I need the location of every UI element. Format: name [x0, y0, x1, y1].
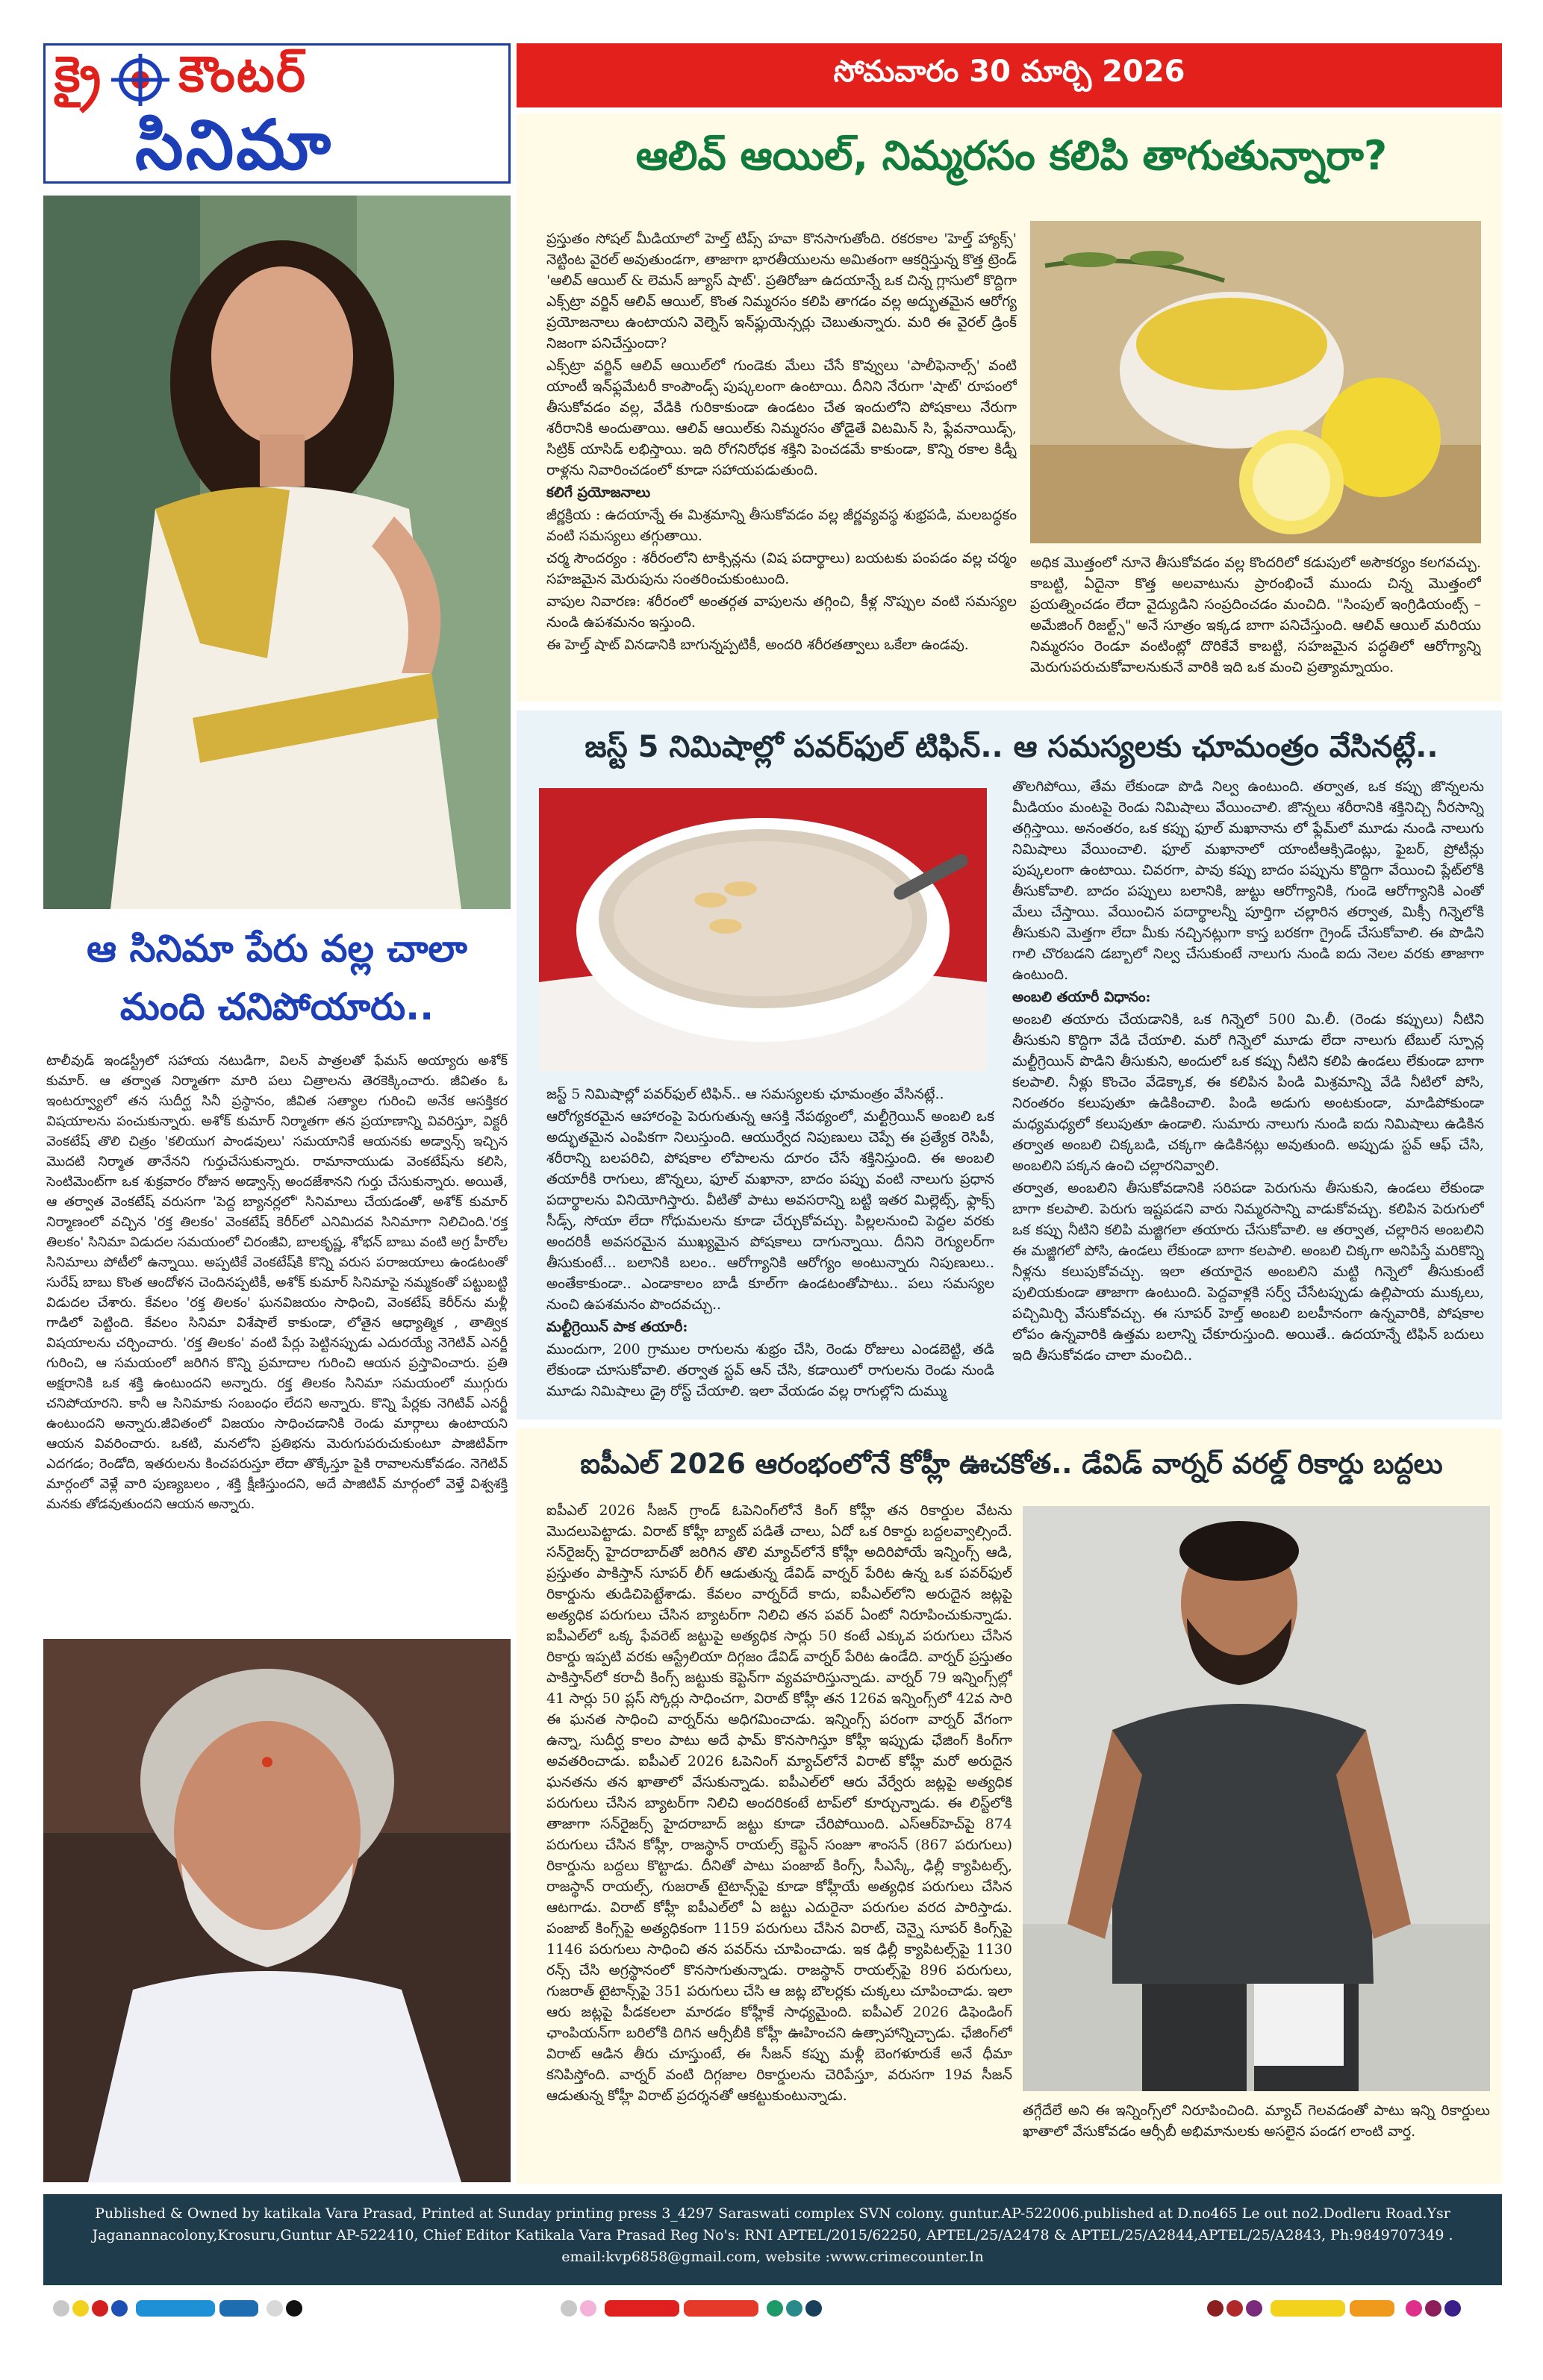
olive-paragraph: ఎక్స్‌ట్రా వర్జిన్ ఆలివ్ ఆయిల్‌లో గుండెకు మేలు చేసే కొవ్వులు 'పాలీఫెనాల్స్' వంటి యాంటీ ఇన్‌ఫ్లమేటరీ కాంపౌండ్స్ పుష్కలంగా ఉంటాయి. దీనిని నేరుగా 'షాట్' రూపంలో తీసుకోవడం వల్ల, వేడికి గురికాకుండా ఉండటం చేత ఇందులోని పోషకాలు నేరుగా శరీరానికి అందుతాయి. ఆలివ్ ఆయిల్‌కు నిమ్మరసం తోడైతే విటమిన్ సి, ఫ్లేవనాయిడ్స్, సిట్రిక్ యాసిడ్ లభిస్తాయి. ఇది రోగనిరోధక శక్తిని పెంచడమే కాకుండా, కొన్ని రకాల కిడ్నీ రాళ్లను నివారించడంలో కూడా సహాయపడుతుంది. — [546, 357, 1017, 478]
cinema-headline-line2: మంది చనిపోయారు.. — [119, 985, 434, 1028]
olive-col1 — [546, 228, 1017, 694]
cinema-paragraph: టాలీవుడ్ ఇండస్ట్రీలో సహాయ నటుడిగా, విలన్ పాత్రలతో ఫేమస్ అయ్యారు అశోక్ కుమార్. ఆ తర్వాత నిర్మాతగా మారి పలు చిత్రాలను తెరకెక్కించారు. జీవితం ఓ ఇంటర్వ్యూలో తన సుదీర్ఘ సినీ ప్రస్థానం, జీవిత సత్యాల గురించి అనేక ఆసక్తికర విషయాలను పంచుకున్నారు. అశోక్ కుమార్ నిర్మాతగా తన ప్రయాణాన్ని వివరిస్తూ, విక్టరీ వెంకటేష్ తొలి చిత్రం 'కలియుగ పాండవులు' సమయానికే ఆయనకు అడ్వాన్స్ ఇచ్చిన మొదటి నిర్మాత తానేనని గుర్తుచేసుకున్నారు. రామానాయుడు వెంకటేష్‌ను కలిసి, సెంటిమెంట్‌గా ఒక శుక్రవారం రోజున అడ్వాన్స్ అందజేశానని గుర్తు చేసుకున్నారు. అయితే, ఆ తర్వాత వెంకటేష్ వరుసగా 'పెద్ద బ్యానర్లలో' సినిమాలు చేయడంతో, అశోక్ కుమార్ నిర్మాణంలో వచ్చిన 'రక్త తిలకం' వెంకటేష్ కెరీర్‌లో ఎనిమిదవ సినిమాగా నిలిచింది.'రక్త తిలకం' సినిమా విడుదల సమయంలో చిరంజీవి, బాలకృష్ణ, శోభన్ బాబు వంటి అగ్ర హీరోల సినిమాలు పోటీలో ఉన్నాయి. అప్పటికే వెంకటేష్‌కి కొన్ని వరుస పరాజయాలు ఉండటంతో సురేష్ బాబు కొంత ఆందోళన చెందినప్పటికీ, అశోక్ కుమార్ సినిమాపై నమ్మకంతో పట్టుబట్టి విడుదల చేశారు. కేవలం 'రక్త తిలకం' ఘనవిజయం సాధించి, వెంకటేష్ కెరీర్‌ను మళ్లీ గాడిలో పెట్టింది. కేవలం సినిమా విశేషాలే కాకుండా, లోతైన ఆధ్యాత్మిక , తాత్విక విషయాలను చర్చించారు. 'రక్త తిలకం' వంటి పేర్లు పెట్టినప్పుడు ఎదురయ్యే నెగెటివ్ ఎనర్జీ గురించి, ఆ సమయంలో జరిగిన కొన్ని ప్రమాదాల గురించి ఆయన ప్రస్తావించారు. ప్రతి అక్షరానికి ఒక శక్తి ఉంటుందని అన్నారు. రక్త తిలకం సినిమా సమయంలో ముగ్గురు చనిపోయారని. కానీ ఆ సినిమాకు సంబంధం లేదని అన్నారు. కొన్ని పేర్లకు నెగిటివ్ ఎనర్జీ ఉంటుందని అన్నారు.జీవితంలో విజయం సాధించడానికి రెండు మార్గాలు ఉంటాయని ఆయన వివరించారు. ఒకటి, మనలోని ప్రతిభను మెరుగుపరుచుకుంటూ పాజిటివ్‌గా ఎదగడం; రెండోది, ఇతరులను కించపరుస్తూ లేదా తొక్కేస్తూ పైకి రావాలనుకోవడం. నెగెటివ్ మార్గంలో వెళ్లే వారి పుణ్యబలం , శక్తి క్షీణిస్తుందని, అదే పాజిటివ్ మార్గంలో వెళ్తే విశ్వశక్తి మనకు తోడవుతుందని ఆయన అన్నారు. — [46, 1053, 508, 1512]
tiffin-paragraph: ముందుగా, 200 గ్రాముల రాగులను శుభ్రం చేసి, రెండు రోజులు ఎండబెట్టి, తడి లేకుండా చూసుకోవాలి. తర్వాత స్టవ్ ఆన్ చేసి, కడాయిలో రాగులను రెండు నుండి మూడు నిమిషాలు డ్రై రోస్ట్ చేయాలి. ఇలా వేయడం వల్ల రాగుల్లోని దుమ్ము — [546, 1341, 994, 1399]
olive-article — [517, 113, 1502, 702]
tiffin-col2 — [1012, 776, 1484, 1412]
cinema-headline — [43, 919, 511, 1042]
tiffin-col1 — [546, 1084, 994, 1412]
crosshair-icon — [110, 54, 171, 106]
tiffin-subhead: మల్టీగ్రెయిన్ పాక తయారీ: — [546, 1319, 688, 1335]
tiffin-paragraph: తొలగిపోయి, తేమ లేకుండా పొడి నిల్వ ఉంటుంది. తర్వాత, ఒక కప్పు జొన్నలను మీడియం మంటపై రెండు నిమిషాలు వేయించాలి. జొన్నలు శరీరానికి శక్తినిచ్చి నీరసాన్ని తగ్గిస్తాయి. అనంతరం, ఒక కప్పు ఫూల్ మఖానాను లో ఫ్లేమ్‌లో మూడు నుండి నాలుగు నిమిషాలు వేయించాలి. ఫూల్ మఖానాలో యాంటీఆక్సిడెంట్లు, ఫైబర్, ప్రోటీన్లు పుష్కలంగా ఉంటాయి. చివరగా, పావు కప్పు బాదం పప్పును కొద్దిగా వేయించి ప్లేట్‌లోకి తీసుకోవాలి. బాదం పప్పులు బలానికి, జుట్టు ఆరోగ్యానికి, గుండె ఆరోగ్యానికి ఎంతో మేలు చేస్తాయి. వేయించిన పదార్థాలన్నీ పూర్తిగా చల్లారిన తర్వాత, మిక్సీ గిన్నెలోకి తీసుకుని మెత్తగా లేదా మీకు నచ్చినట్లుగా కాస్త బరకగా గ్రైండ్ చేసుకోవాలి. ఈ పొడిని గాలి చొరబడని డబ్బాలో నిల్వ చేసుకుంటే నాలుగు నుండి ఐదు నెలల వరకు తాజాగా ఉంటుంది. — [1012, 778, 1484, 983]
ipl-headline: ఐపీఎల్ 2026 ఆరంభంలోనే కోహ్లీ ఊచకోత.. డేవిడ్ వార్నర్ వరల్డ్ రికార్డు బద్దలు — [580, 1448, 1443, 1480]
tiffin-article — [517, 710, 1502, 1419]
contact-line: email:kvp6858@gmail.com, website :www.crimecounter.In — [561, 2249, 984, 2265]
tiffin-paragraph: తర్వాత, అంబలిని తీసుకోవడానికి సరిపడా పెరుగును తీసుకుని, ఉండలు లేకుండా బాగా కలపాలి. పెరుగు ఇష్టపడని వారు నిమ్మరసాన్ని వాడుకోవచ్చు. కలిపిన పెరుగులో ఒక కప్పు నీటిని కలిపి మజ్జిగలా తయారు చేసుకోవాలి. ఆ తర్వాత, చల్లారిన అంబలిని ఈ మజ్జిగలో పోసి, ఉండలు లేకుండా బాగా కలపాలి. అంబలి చిక్కగా అనిపిస్తే మరికొన్ని నీళ్లను కలుపుకోవచ్చు. ఇలా తయారైన అంబలిని మట్టి గిన్నెలో తీసుకుంటే పులియకుండా తాజాగా ఉంటుంది. పెద్దవాళ్లకి సర్వ్ చేసేటప్పుడు ఉల్లిపాయ ముక్కలు, పచ్చిమిర్చి వేసుకోవచ్చు. ఈ సూపర్ హెల్త్ అంబలి బలహీనంగా ఉన్నవారికి, పోషకాల లోపం ఉన్నవారికి ఉత్తమ బలాన్ని చేకూరుస్తుంది. అయితే.. ఉదయాన్నే టిఫిన్ బదులు ఇది తీసుకోవడం చాలా మంచిది.. — [1012, 1180, 1484, 1364]
kohli-photo — [1023, 1506, 1490, 2091]
olive-subhead: కలిగే ప్రయోజనాలు — [546, 484, 651, 501]
olive-headline: ఆలివ్ ఆయిల్, నిమ్మరసం కలిపి తాగుతున్నారా? — [635, 132, 1388, 179]
tiffin-paragraph: జస్ట్ 5 నిమిషాల్లో పవర్‌ఫుల్ టిఫిన్.. ఆ సమస్యలకు ఛూమంత్రం వేసినట్లే.. — [546, 1086, 944, 1102]
imprint-footer — [43, 2194, 1502, 2285]
producer-photo — [43, 1639, 511, 2182]
multigrain-ambali-photo — [539, 788, 987, 1072]
ipl-paragraph: ఐపీఎల్ 2026 సీజన్ గ్రాండ్ ఓపెనింగ్‌లోనే కింగ్ కోహ్లీ తన రికార్డుల వేటను మొదలుపెట్టాడు. విరాట్ కోహ్లీ బ్యాట్ పడితే చాలు, ఏదో ఒక రికార్డు బద్దలవ్వాల్సిందే. సన్‌రైజర్స్ హైదరాబాద్‌తో జరిగిన తొలి మ్యాచ్‌లోనే కోహ్లీ అదిరిపోయే ఇన్నింగ్స్ ఆడి, ప్రస్తుతం పాకిస్తాన్ సూపర్ లీగ్ ఆడుతున్న డేవిడ్ వార్నర్ పేరిట ఉన్న ఒక పవర్‌ఫుల్ రికార్డును తుడిచిపెట్టేశాడు. కేవలం వార్నర్‌దే కాదు, ఐపీఎల్‌లోని అరుదైన జట్లపై అత్యధిక పరుగులు చేసిన బ్యాటర్‌గా నిలిచి తన పవర్ ఏంటో నిరూపించుకున్నాడు. ఐపీఎల్‌లో ఒక్క ఫేవరెట్ జట్టుపై అత్యధిక సార్లు 50 కంటే ఎక్కువ పరుగులు చేసిన రికార్డు ఇప్పటి వరకు ఆస్ట్రేలియా దిగ్గజం డేవిడ్ వార్నర్ పేరిట ఉండేది. వార్నర్ ప్రస్తుతం పాకిస్తాన్‌లో కరాచీ కింగ్స్ జట్టుకు కెప్టెన్‌గా వ్యవహరిస్తున్నాడు. వార్నర్ 79 ఇన్నింగ్స్‌ల్లో 41 సార్లు 50 ప్లస్ స్కోర్లు సాధించగా, విరాట్ కోహ్లీ తన 126వ ఇన్నింగ్స్‌లో 42వ సారి ఈ ఘనత సాధించి వార్నర్‌ను అధిగమించాడు. ఇన్నింగ్స్ పరంగా వార్నర్ వేగంగా ఉన్నా, సుదీర్ఘ కాలం పాటు అదే ఫామ్ కొనసాగిస్తూ కోహ్లీ ఇప్పుడు ఛేజింగ్ కింగ్‌గా అవతరించాడు. ఐపీఎల్ 2026 ఓపెనింగ్ మ్యాచ్‌లోనే విరాట్ కోహ్లీ మరో అరుదైన ఘనతను తన ఖాతాలో వేసుకున్నాడు. ఐపీఎల్‌లో ఆరు వేర్వేరు జట్లపై అత్యధిక పరుగులు చేసిన బ్యాటర్‌గా నిలిచి అందరికంటే టాప్‌లో కూర్చున్నాడు. ఈ లిస్ట్‌లోకి తాజాగా సన్‌రైజర్స్ హైదరాబాద్ జట్టు కూడా చేరిపోయింది. ఎస్ఆర్‌హెచ్‌పై 874 పరుగులు చేసిన కోహ్లీ, రాజస్థాన్ రాయల్స్ కెప్టెన్ సంజూ శాంసన్ (867 పరుగులు) రికార్డును బద్దలు కొట్టాడు. దీనితో పాటు పంజాబ్ కింగ్స్, సీఎస్కే, ఢిల్లీ క్యాపిటల్స్, రాజస్థాన్ రాయల్స్, గుజరాత్ టైటాన్స్‌పై కూడా కోహ్లీయే అత్యధిక పరుగులు చేసిన ఆటగాడు. విరాట్ కోహ్లీ ఐపీఎల్‌లో ఏ జట్టు ఎదురైనా పరుగుల వరద పారిస్తాడు. పంజాబ్ కింగ్స్‌పై అత్యధికంగా 1159 పరుగులు చేసిన విరాట్, చెన్నై సూపర్ కింగ్స్‌పై 1146 పరుగులు సాధించి తన పవర్‌ను చూపించాడు. ఇక ఢిల్లీ క్యాపిటల్స్‌పై 1130 రన్స్ చేసి అగ్రస్థానంలో కొనసాగుతున్నాడు. రాజస్థాన్ రాయల్స్‌పై 896 పరుగులు, గుజరాత్ టైటాన్స్‌పై 351 పరుగులు చేసి ఆ జట్ల బౌలర్లకు చుక్కలు చూపించాడు. ఇలా ఆరు జట్లపై పీడకలలా మారడం కోహ్లీకే సాధ్యమైంది. ఐపీఎల్ 2026 డిఫెండింగ్ ఛాంపియన్‌గా బరిలోకి దిగిన ఆర్సీబీకి కోహ్లీ ఊహించని ఉత్సాహాన్నిచ్చాడు. ఛేజింగ్‌లో విరాట్ ఆడిన తీరు చూస్తుంటే, ఈ సీజన్ కప్పు మళ్లీ బెంగళూరుకే అనే ధీమా కనిపిస్తోంది. వార్నర్ వంటి దిగ్గజాల రికార్డులను చెరిపేస్తూ, వరుసగా 19వ సీజన్ ఆడుతున్న కోహ్లీ విరాట్ ప్రదర్శనతో ఆకట్టుకుంటున్నాడు. — [546, 1502, 1012, 2104]
tiffin-headline: జస్ట్ 5 నిమిషాల్లో పవర్‌ఫుల్ టిఫిన్.. ఆ సమస్యలకు ఛూమంత్రం వేసినట్లే.. — [585, 730, 1438, 764]
olive-paragraph: చర్మ సౌందర్యం : శరీరంలోని టాక్సిన్లను (విష పదార్థాలు) బయటకు పంపడం వల్ల చర్మం సహజమైన మెరుపును సంతరించుకుంటుంది. — [546, 550, 1017, 587]
olive-paragraph: జీర్ణక్రియ : ఉదయాన్నే ఈ మిశ్రమాన్ని తీసుకోవడం వల్ల జీర్ణవ్యవస్థ శుభ్రపడి, మలబద్ధకం వంటి సమస్యలు తగ్గుతాయి. — [546, 507, 1017, 544]
ipl-col1 — [546, 1500, 1012, 2176]
olive-paragraph: ఈ హెల్త్ షాట్ వినడానికి బాగున్నప్పటికీ, అందరి శరీరతత్వాలు ఒకేలా ఉండవు. — [546, 637, 969, 653]
tiffin-paragraph: ఆరోగ్యకరమైన ఆహారంపై పెరుగుతున్న ఆసక్తి నేపథ్యంలో, మల్టీగ్రెయిన్ అంబలి ఒక అద్భుతమైన ఎంపికగా నిలుస్తుంది. ఆయుర్వేద నిపుణులు చెప్పే ఈ ప్రత్యేక రెసిపీ, శరీరాన్ని బలపరిచి, పోషకాల లోపాలను దూరం చేసే శక్తినిస్తుంది. ఈ అంబలి తయారీకి రాగులు, జొన్నలు, ఫూల్ మఖానా, బాదం పప్పు వంటి నాలుగు ప్రధాన పదార్థాలను వినియోగిస్తారు. వీటితో పాటు అవసరాన్ని బట్టి ఇతర మిల్లెట్స్, ఫ్లాక్స్ సీడ్స్, సోయా లేదా గోధుమలను కూడా చేర్చుకోవచ్చు. పిల్లలనుంచి పెద్దల వరకు అందరికీ అవసరమైన ముఖ్యమైన పోషకాలు దాగున్నాయి. దీనిని రెగ్యులర్‌గా తీసుకుంటే... బలానికి బలం.. ఆరోగ్యానికి ఆరోగ్యం అంటున్నారు నిపుణులు.. అంతేకాకుండా.. ఎండాకాలం బాడీ కూల్‌గా ఉండటంతోపాటు.. పలు సమస్యల నుంచి ఉపశమనం పొందవచ్చు.. — [546, 1108, 994, 1313]
olive-paragraph: వాపుల నివారణ: శరీరంలో అంతర్గత వాపులను తగ్గించి, కీళ్ల నొప్పుల వంటి సమస్యల నుండి ఉపశమనం ఇస్తుంది. — [546, 593, 1017, 631]
olive-oil-lemon-photo — [1030, 221, 1481, 543]
tiffin-subhead: అంబలి తయారీ విధానం: — [1012, 989, 1151, 1005]
olive-paragraph: అధిక మొత్తంలో నూనె తీసుకోవడం వల్ల కొందరిలో కడుపులో అసౌకర్యం కలగవచ్చు. కాబట్టి, ఏదైనా కొత్త అలవాటును ప్రారంభించే ముందు చిన్న మొత్తంలో ప్రయత్నించడం లేదా వైద్యుడిని సంప్రదించడం మంచిది. "సింపుల్ ఇంగ్రిడియంట్స్ – అమేజింగ్ రిజల్ట్స్" అనే సూత్రం ఇక్కడ బాగా పనిచేస్తుంది. ఆలివ్ ఆయిల్ మరియు నిమ్మరసం రెండూ వంటింట్లో దొరికేవే కాబట్టి, సహజమైన పద్ధతిలో ఆరోగ్యాన్ని మెరుగుపరుచుకోవాలనుకునే వారికి ఇది ఒక మంచి ప్రత్యామ్నాయం. — [1030, 555, 1481, 675]
date-banner: సోమవారం 30 మార్చి 2026 — [517, 43, 1502, 107]
logo-line1 — [54, 45, 502, 110]
olive-col2 — [1030, 552, 1481, 694]
registration-swatches — [43, 2297, 1502, 2320]
kohli-caption — [1023, 2100, 1490, 2178]
actress-photo — [43, 196, 511, 909]
cinema-headline-line1: ఆ సినిమా పేరు వల్ల చాలా — [87, 927, 467, 970]
masthead-logo — [43, 43, 511, 184]
logo-word-counter: కౌంటర్ — [178, 45, 307, 103]
logo-word-cinema: సినిమా — [135, 105, 334, 185]
logo-word-crime: క్రై — [54, 45, 103, 103]
ipl-article — [517, 1428, 1502, 2184]
ipl-caption: తగ్గేదేలే అని ఈ ఇన్నింగ్స్‌లో నిరూపించింది. మ్యాచ్ గెలవడంతో పాటు ఇన్ని రికార్డులు ఖాతాలో వేసుకోవడం ఆర్సీబీ అభిమానులకు అసలైన పండగ లాంటి వార్త. — [1023, 2102, 1490, 2140]
cinema-article-body — [46, 1051, 508, 1631]
olive-paragraph: ప్రస్తుతం సోషల్ మీడియాలో హెల్త్ టిప్స్ హవా కొనసాగుతోంది. రకరకాల 'హెల్త్ హ్యాక్స్' నెట్టింట వైరల్ అవుతుండగా, తాజాగా భారతీయులను అమితంగా ఆకర్షిస్తున్న కొత్త ట్రెండ్ 'ఆలివ్ ఆయిల్ & లెమన్ జ్యూస్ షాట్'. ప్రతిరోజూ ఉదయాన్నే ఒక చిన్న గ్లాసులో కొద్దిగా ఎక్స్‌ట్రా వర్జిన్ ఆలివ్ ఆయిల్, కొంత నిమ్మరసం కలిపి తాగడం వల్ల అద్భుతమైన ఆరోగ్య ప్రయోజనాలు ఉంటాయని వెల్నెస్ ఇన్‌ఫ్లుయెన్సర్లు చెబుతున్నారు. మరి ఈ వైరల్ డ్రింక్ నిజంగా పనిచేస్తుందా? — [546, 231, 1017, 352]
tiffin-paragraph: అంబలి తయారు చేయడానికి, ఒక గిన్నెలో 500 మి.లీ. (రెండు కప్పులు) నీటిని తీసుకుని కొద్దిగా వేడి చేయాలి. మరో గిన్నెలో మూడు లేదా నాలుగు టేబుల్ స్పూన్ల మల్టీగ్రెయిన్ పొడిని తీసుకుని, అందులో ఒక కప్పు నీటిని కలిపి ఉండలు లేకుండా బాగా కలపాలి. నీళ్లు కొంచెం వేడెక్కాక, ఈ కలిపిన పిండి మిశ్రమాన్ని వేడి నీటిలో పోసి, నిరంతరం కలుపుతూ ఉడికించాలి. పిండి అడుగు అంటకుండా, మాడిపోకుండా మధ్యమధ్యలో కలుపుతూ ఉండాలి. సుమారు నాలుగు నుండి ఐదు నిమిషాలు ఉడికిన తర్వాత అంబలి చిక్కబడి, చక్కగా ఉడికినట్లు అవుతుంది. అప్పుడు స్టవ్ ఆఫ్ చేసి, అంబలిని పక్కన ఉంచి చల్లారనివ్వాలి. — [1012, 1011, 1484, 1174]
imprint-line: Published & Owned by katikala Vara Prasad, Printed at Sunday printing press 3_4297 Saraswati complex SVN colony. guntur.AP-522006.published at D.no465 Le out no2.Dodleru Road.Ysr Jaganannacolony,Krosuru,Guntur AP-522410, Chief Editor Katikala Vara Prasad Reg No's: RNI APTEL/2015/62250, APTEL/25/A2478 & APTEL/25/A2844,APTEL/25/A2843, Ph:9849707349 . — [92, 2205, 1453, 2243]
